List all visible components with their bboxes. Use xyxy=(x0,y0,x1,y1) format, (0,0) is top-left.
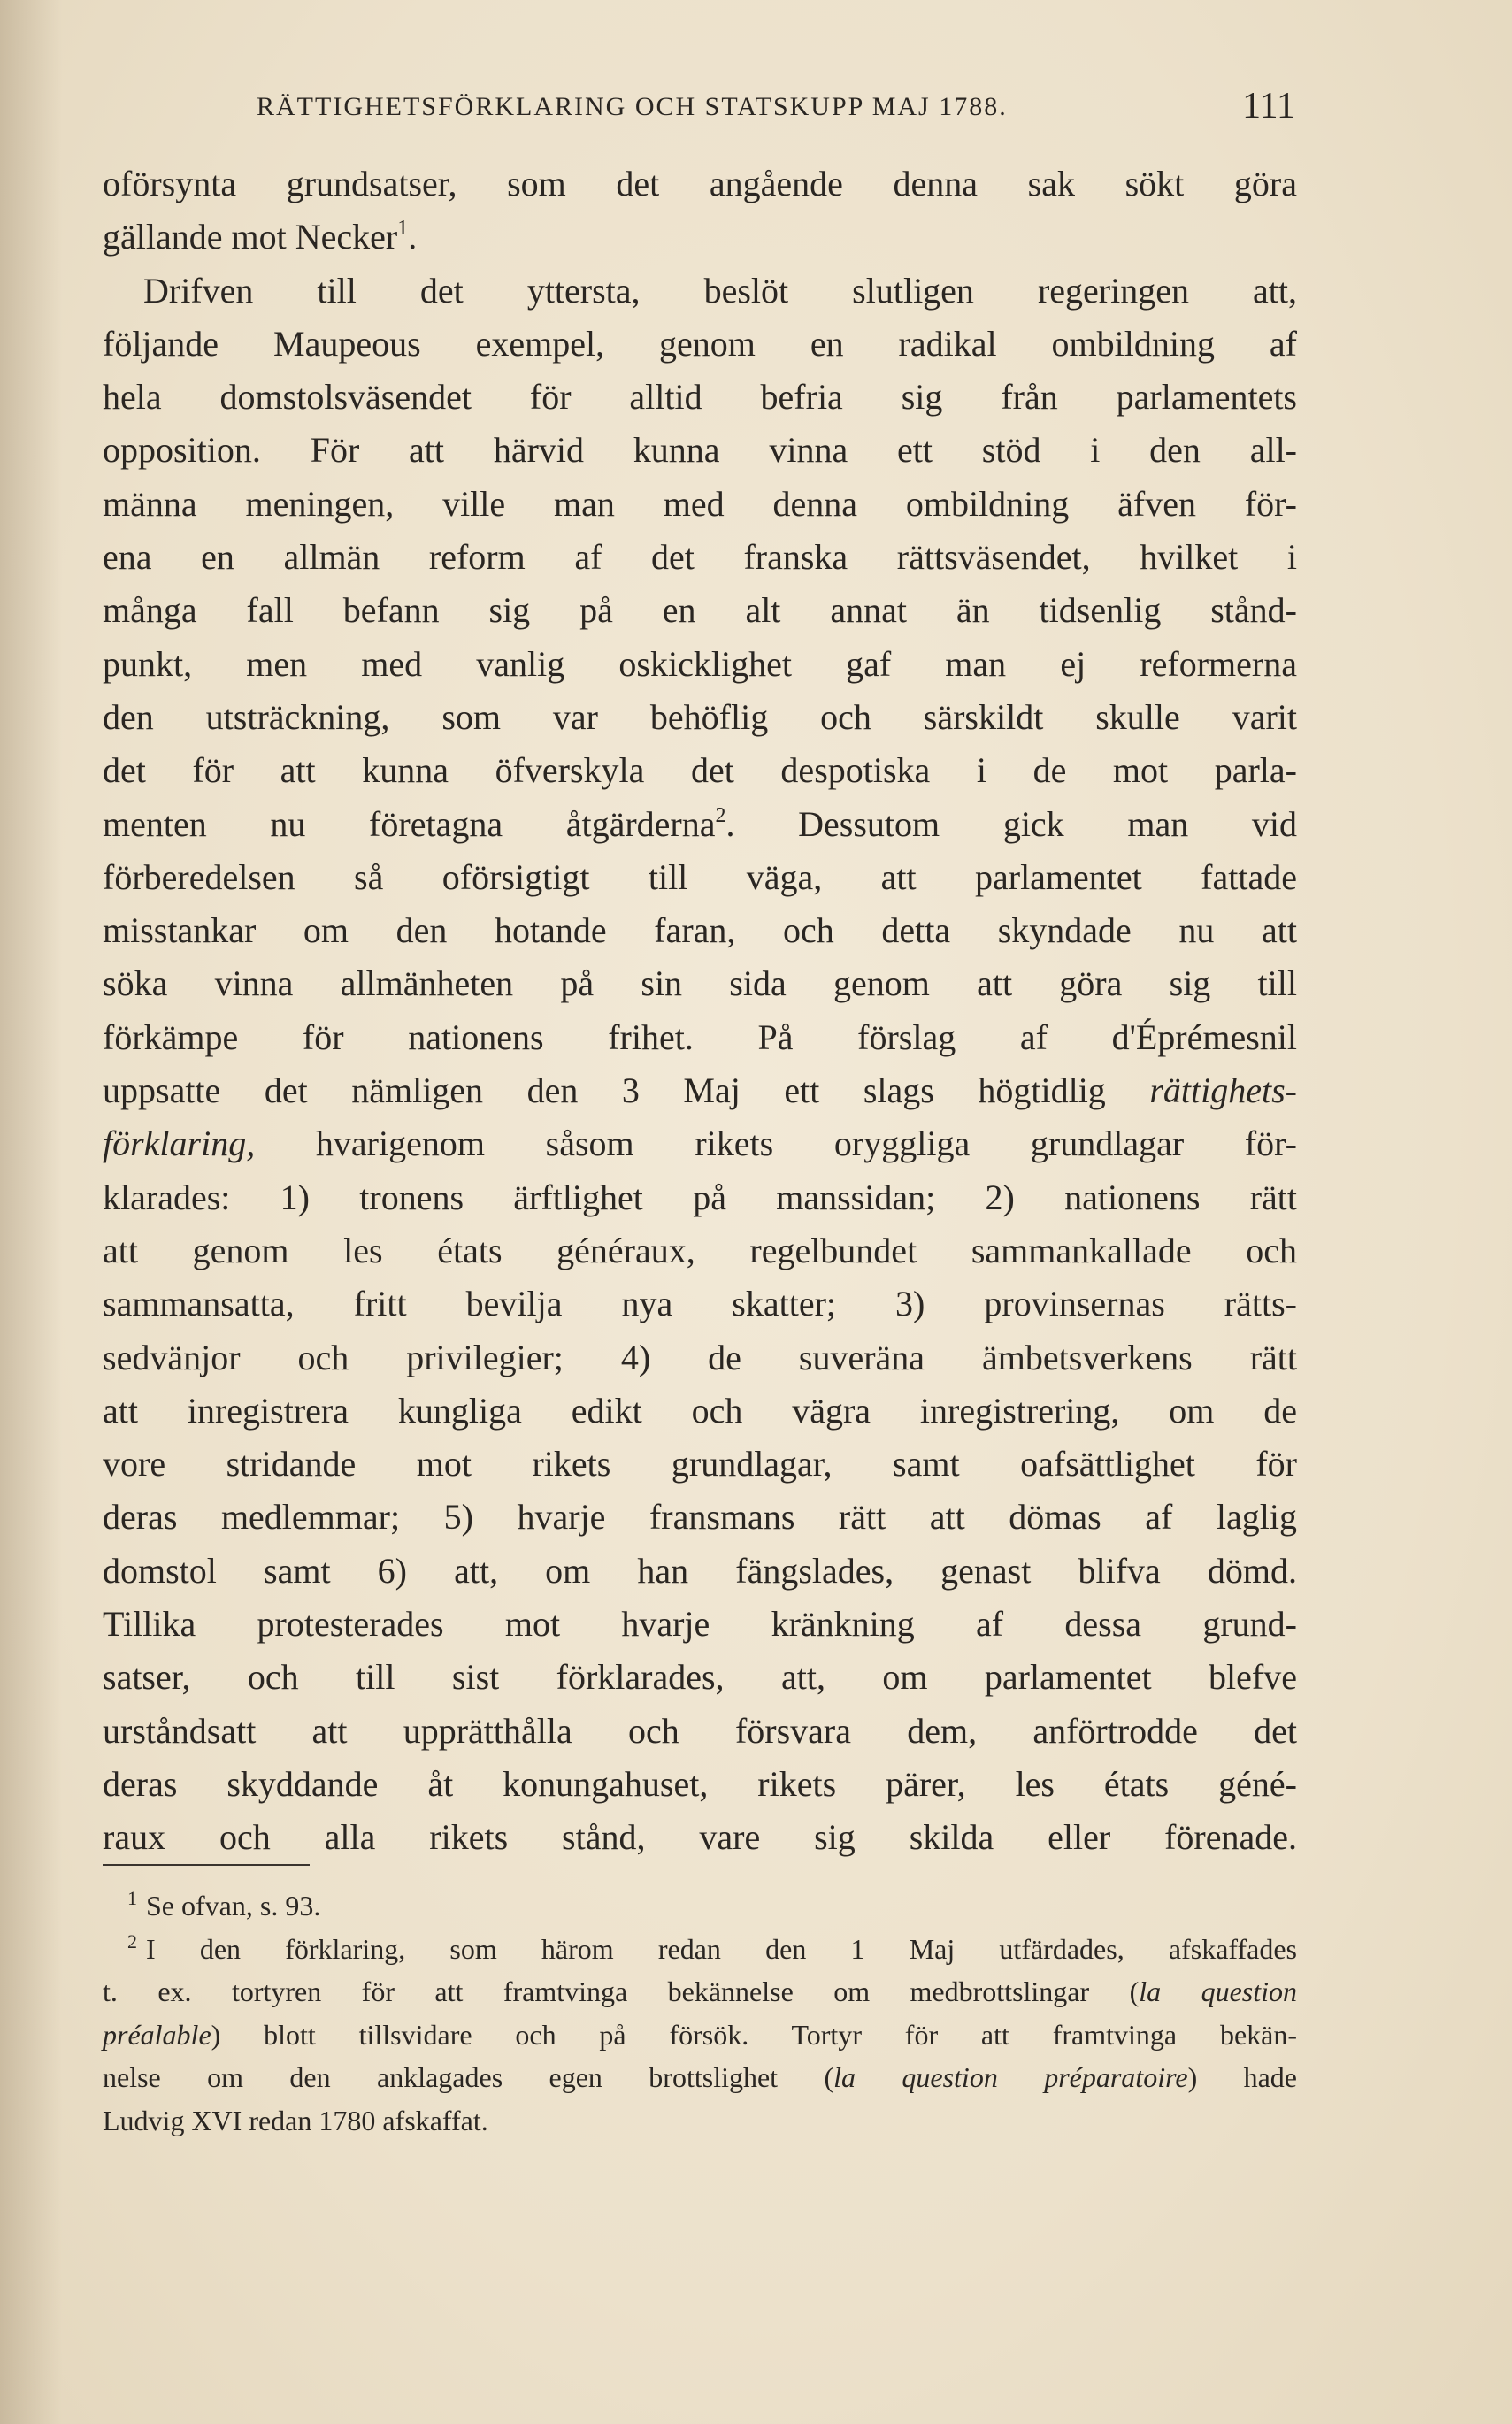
running-head: RÄTTIGHETSFÖRKLARING OCH STATSKUPP MAJ 1788. xyxy=(257,92,1008,121)
line-text: domstol samt 6) att, om han fängslades, genast blifva dömd. xyxy=(103,1550,1297,1591)
text-line xyxy=(103,211,1297,264)
text-line xyxy=(103,157,1297,211)
line-text: sammansatta, fritt bevilja nya skatter; 3) provinsernas rätts- xyxy=(103,1284,1297,1324)
text-line xyxy=(103,1705,1297,1758)
line-text: uppsatte det nämligen den 3 Maj ett slags högtidlig xyxy=(103,1070,1150,1111)
footnote-text: ) blott tillsvidare och på försök. Tortyr för att framtvinga bekän- xyxy=(211,2018,1297,2051)
footnote-2 xyxy=(103,1928,1297,2143)
line-text: opposition. För att härvid kunna vinna ett stöd i den all- xyxy=(103,430,1297,471)
footnote-text: nelse om den anklagades egen brottslighet ( xyxy=(103,2061,834,2094)
text-line xyxy=(103,1385,1297,1438)
footnote-text: t. ex. tortyren för att framtvinga bekännelse om medbrottslingar ( xyxy=(103,1975,1140,2008)
text-line xyxy=(103,1331,1297,1385)
line-text: punkt, men med vanlig oskicklighet gaf man ej reformerna xyxy=(103,643,1297,684)
footnote-1 xyxy=(103,1884,1297,1928)
line-text: följande Maupeous exempel, genom en radikal ombildning af xyxy=(103,323,1297,364)
italic-text: rättighets- xyxy=(1149,1070,1297,1111)
footnote-text: ) hade xyxy=(1187,2061,1298,2094)
footnote-line xyxy=(103,2014,1297,2057)
gutter-shadow xyxy=(0,0,62,2424)
line-text: förberedelsen så oförsigtigt till väga, att parlamentet fattade xyxy=(103,856,1297,897)
text-line xyxy=(103,1598,1297,1651)
line-text: satser, och till sist förklarades, att, om parlamentet blefve xyxy=(103,1657,1297,1698)
text-line xyxy=(103,904,1297,957)
italic-text: la question xyxy=(1139,1975,1298,2008)
text-line xyxy=(103,531,1297,584)
line-text: klarades: 1) tronens ärftlighet på manssidan; 2) nationens rätt xyxy=(103,1177,1297,1217)
text-line xyxy=(103,1171,1297,1224)
line-text: det för att kunna öfverskyla det despotiska i de mot parla- xyxy=(103,750,1297,791)
text-line xyxy=(103,638,1297,691)
footnote-rule xyxy=(103,1864,310,1866)
line-text: misstankar om den hotande faran, och detta skyndade nu att xyxy=(103,910,1297,951)
line-text: deras skyddande åt konungahuset, rikets pärer, les états géné- xyxy=(103,1763,1297,1804)
line-text: urståndsatt att upprätthålla och försvara dem, anförtrodde det xyxy=(103,1710,1297,1751)
line-text: att genom les états généraux, regelbundet sammankallade och xyxy=(103,1230,1297,1270)
line-text: oförsynta grundsatser, som det angående denna sak sökt göra xyxy=(103,164,1297,203)
line-text: deras medlemmar; 5) hvarje fransmans rätt att dömas af laglig xyxy=(103,1497,1297,1538)
footnote-line xyxy=(103,2099,1297,2143)
footnotes xyxy=(103,1884,1297,2143)
line-text: vore stridande mot rikets grundlagar, samt oafsättlighet för xyxy=(103,1444,1297,1484)
footnote-line xyxy=(103,1884,1297,1928)
text-line xyxy=(103,798,1297,851)
footnote-reference: 1 xyxy=(397,217,409,241)
page-number: 111 xyxy=(1242,86,1295,127)
text-line xyxy=(103,1758,1297,1811)
text-line xyxy=(103,1011,1297,1064)
text-line xyxy=(103,318,1297,371)
text-line xyxy=(103,371,1297,424)
line-text: hela domstolsväsendet för alltid befria sig från parlamentets xyxy=(103,377,1297,418)
line-text: många fall befann sig på en alt annat än tidsenlig stånd- xyxy=(103,590,1297,631)
italic-text: förklaring, xyxy=(103,1124,256,1164)
text-line xyxy=(103,1438,1297,1491)
line-text: . xyxy=(408,217,418,257)
line-text: männa meningen, ville man med denna ombildning äfven för- xyxy=(103,483,1297,524)
text-line xyxy=(103,1277,1297,1331)
text-line xyxy=(103,1224,1297,1277)
text-line xyxy=(103,957,1297,1010)
text-line xyxy=(103,851,1297,904)
footnote-marker: 2 xyxy=(127,1929,137,1952)
text-line xyxy=(103,1545,1297,1598)
line-text: sedvänjor och privilegier; 4) de suveräna ämbetsverkens rätt xyxy=(103,1337,1297,1377)
text-line xyxy=(103,691,1297,744)
line-text: den utsträckning, som var behöflig och särskildt skulle varit xyxy=(103,696,1297,737)
line-text: gällande mot Necker xyxy=(103,217,398,257)
text-line xyxy=(103,1064,1297,1117)
footnote-line xyxy=(103,1928,1297,1971)
body-text xyxy=(103,157,1297,1865)
footnote-line xyxy=(103,1970,1297,2014)
line-text: söka vinna allmänheten på sin sida genom att göra sig till xyxy=(103,963,1297,1004)
text-line xyxy=(103,265,1297,318)
footnote-text: I den förklaring, som härom redan den 1 Maj utfärdades, afskaffades xyxy=(146,1932,1297,1965)
text-line xyxy=(103,478,1297,531)
text-line xyxy=(103,1651,1297,1704)
footnote-reference: 2 xyxy=(715,803,726,827)
line-text: Tillika protesterades mot hvarje kränkning af dessa grund- xyxy=(103,1604,1297,1645)
line-text: ena en allmän reform af det franska rättsväsendet, hvilket i xyxy=(103,537,1297,578)
footnote-text: Se ofvan, s. 93. xyxy=(146,1890,321,1922)
text-line xyxy=(103,1491,1297,1544)
footnote-line xyxy=(103,2056,1297,2099)
italic-text: préalable xyxy=(103,2018,211,2051)
italic-text: la question préparatoire xyxy=(833,2061,1188,2094)
text-line xyxy=(103,424,1297,477)
line-text: Drifven till det yttersta, beslöt slutligen regeringen att, xyxy=(143,270,1297,311)
text-line xyxy=(103,1811,1297,1864)
line-text: raux och alla rikets stånd, vare sig skilda eller förenade. xyxy=(103,1817,1297,1858)
text-line xyxy=(103,1117,1297,1170)
line-text: att inregistrera kungliga edikt och vägra inregistrering, om de xyxy=(103,1390,1297,1431)
text-line xyxy=(103,744,1297,797)
line-text: hvarigenom såsom rikets oryggliga grundlagar för- xyxy=(255,1124,1297,1164)
line-text: förkämpe för nationens frihet. På förslag af d'Éprémesnil xyxy=(103,1016,1297,1057)
footnote-text: Ludvig XVI redan 1780 afskaffat. xyxy=(103,2104,488,2136)
line-text: menten nu företagna åtgärderna xyxy=(103,803,716,844)
footnote-marker: 1 xyxy=(127,1887,137,1909)
line-text: . Dessutom gick man vid xyxy=(725,803,1297,844)
text-line xyxy=(103,584,1297,637)
